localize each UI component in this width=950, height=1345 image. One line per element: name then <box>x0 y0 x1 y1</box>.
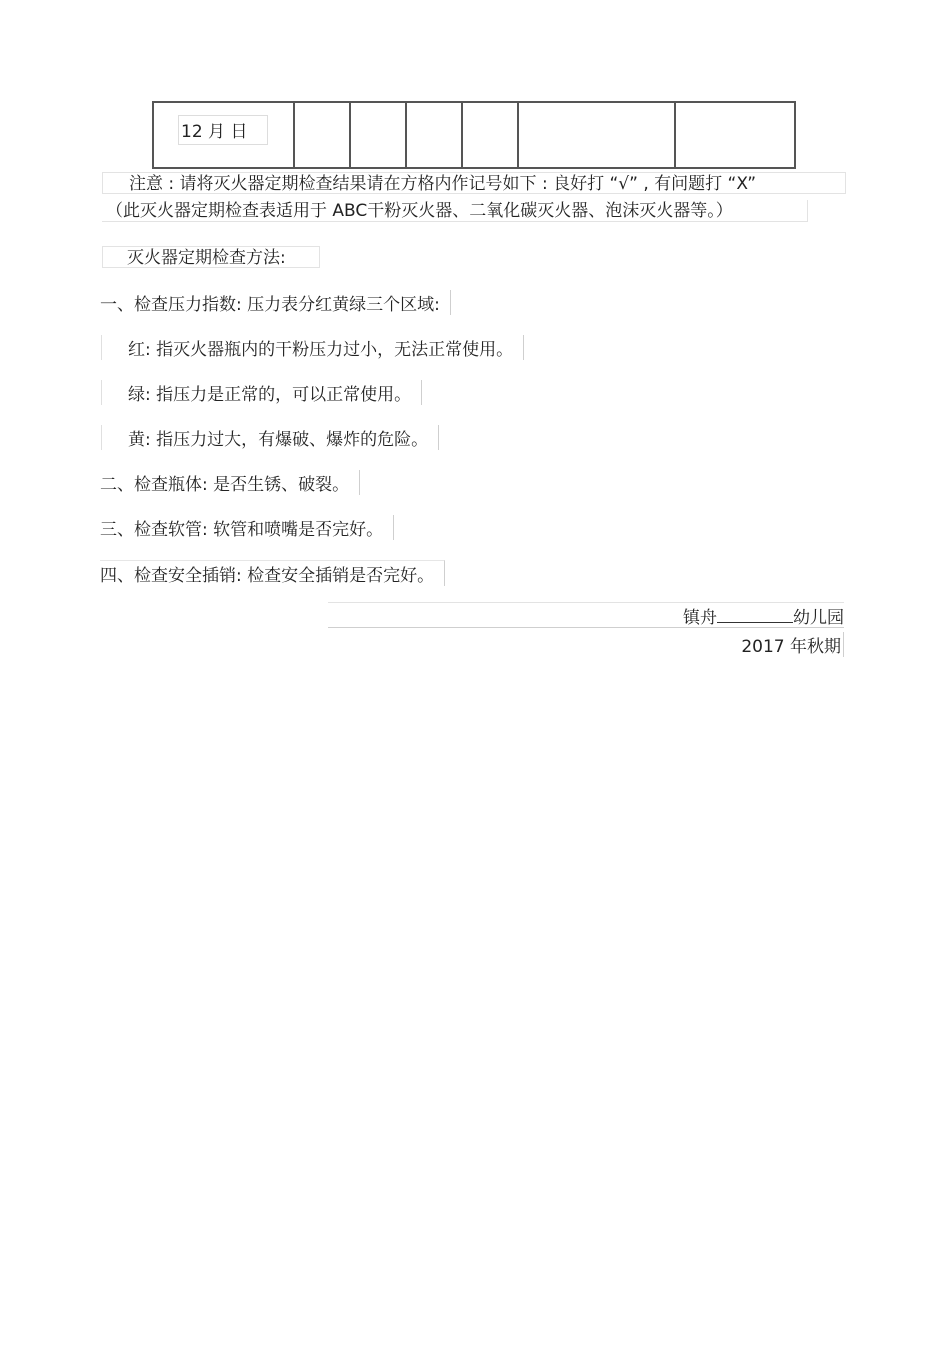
item-yellow: 黄: 指压力过大，有爆破、爆炸的危险。 <box>101 425 439 450</box>
item-green: 绿: 指压力是正常的，可以正常使用。 <box>101 380 422 405</box>
applicability-text: （此灭火器定期检查表适用于 ABC干粉灭火器、二氧化碳灭火器、泡沫灭火器等。） <box>102 200 808 222</box>
item-red: 红: 指灭火器瓶内的干粉压力过小，无法正常使用。 <box>101 335 524 360</box>
check-cell[interactable] <box>294 102 350 168</box>
town-prefix: 镇舟 <box>683 608 717 628</box>
item-hose: 三、检查软管: 软管和喷嘴是否完好。 <box>100 515 394 540</box>
check-cell[interactable] <box>406 102 462 168</box>
table-row <box>153 102 795 168</box>
note-text: 注意 : 请将灭火器定期检查结果请在方格内作记号如下 : 良好打 “√” , 有问题打 “X” <box>102 172 846 194</box>
check-cell[interactable] <box>518 102 675 168</box>
date-cell <box>153 102 294 168</box>
date-label: 12 月 日 <box>178 115 268 145</box>
inspection-table <box>152 101 796 169</box>
footer-kindergarten <box>328 602 844 628</box>
kindergarten-suffix: 幼儿园 <box>793 608 844 628</box>
item-pressure: 一、检查压力指数: 压力表分红黄绿三个区域: <box>100 290 451 315</box>
item-body: 二、检查瓶体: 是否生锈、破裂。 <box>100 470 360 495</box>
check-cell[interactable] <box>462 102 518 168</box>
check-cell[interactable] <box>675 102 795 168</box>
blank-underline[interactable] <box>717 607 793 623</box>
footer-term: 2017 年秋期 <box>741 632 844 657</box>
method-title: 灭火器定期检查方法: <box>102 246 320 268</box>
item-safety-pin: 四、检查安全插销: 检查安全插销是否完好。 <box>100 560 445 586</box>
check-cell[interactable] <box>350 102 406 168</box>
